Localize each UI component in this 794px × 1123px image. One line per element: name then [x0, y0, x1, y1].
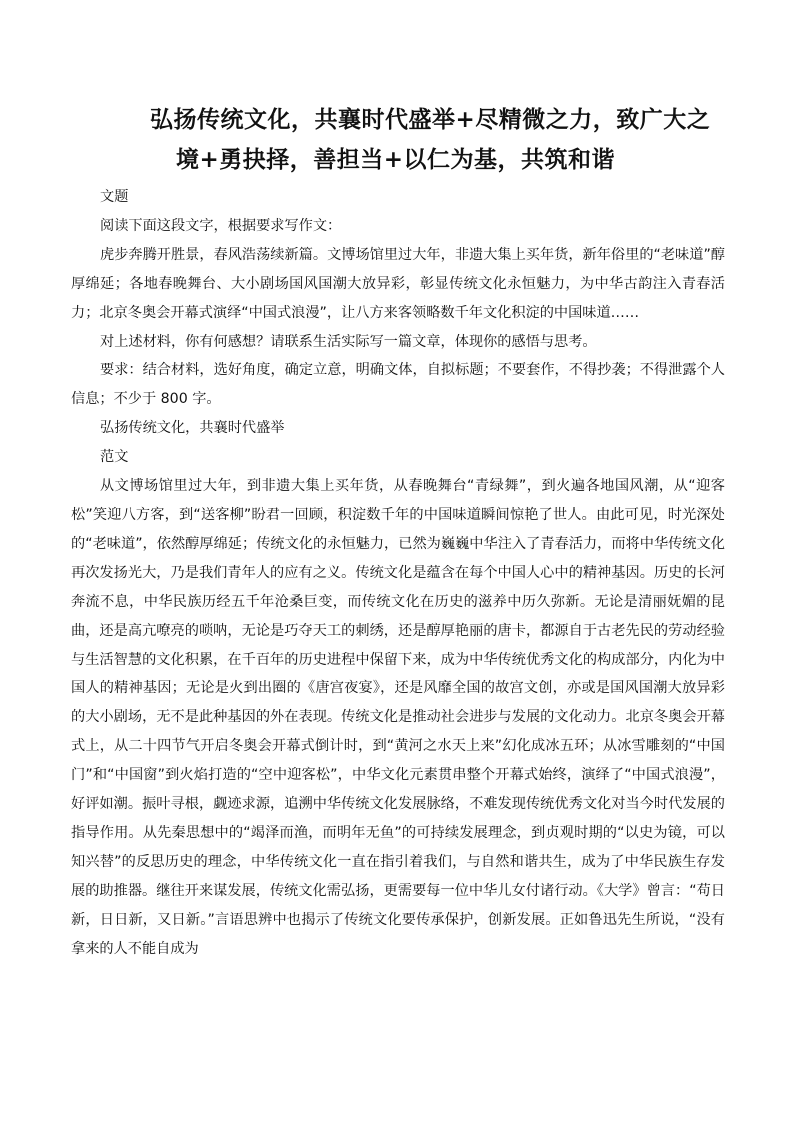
instruction-paragraph: 阅读下面这段文字，根据要求写作文：	[100, 217, 342, 234]
title-line-2: 境+勇抉择，善担当+以仁为基，共筑和谐	[176, 146, 616, 173]
document-body	[71, 183, 725, 963]
material-paragraph: 虎步奔腾开胜景，春风浩荡续新篇。文博场馆里过大年，非遗大集上买年货，新年俗里的“老味道”醇厚绵延；各地春晚舞台、大小剧场国风国潮大放异彩，彰显传统文化永恒魅力，为中华古韵注入青春活力；北京冬奥会开幕式演绎“中国式浪漫”，让八方来客领略数千年文化积淀的中国味道……	[71, 246, 725, 321]
sample-label: 范文	[100, 449, 129, 466]
requirements-paragraph: 要求：结合材料，选好角度，确定立意，明确文体，自拟标题；不要套作，不得抄袭；不得泄露个人信息；不少于 800 字。	[71, 362, 725, 408]
prompt-paragraph: 对上述材料，你有何感想？请联系生活实际写一篇文章，体现你的感悟与思考。	[100, 333, 597, 350]
question-label: 文题	[100, 189, 129, 205]
document-title	[150, 100, 750, 180]
essay-title: 弘扬传统文化，共襄时代盛举	[100, 420, 285, 437]
essay-body-paragraph: 从文博场馆里过大年，到非遗大集上买年货，从春晚舞台“青绿舞”，到火遍各地国风潮，从“迎客松”笑迎八方客，到“送客柳”盼君一回顾，积淀数千年的中国味道瞬间惊艳了世人。由此可见，时光深处的“老味道”，依然醇厚绵延；传统文化的永恒魅力，已然为巍巍中华注入了青春活力，而将中华传统文化再次发扬光大，乃是我们青年人的应有之义。传统文化是蕴含在每个中国人心中的精神基因。历史的长河奔流不息，中华民族历经五千年沧桑巨变，而传统文化在历史的滋养中历久弥新。无论是清丽妩媚的昆曲，还是高亢嘹亮的唢呐，无论是巧夺天工的刺绣，还是醇厚艳丽的唐卡，都源自于古老先民的劳动经验与生活智慧的文化积累，在千百年的历史进程中保留下来，成为中华传统优秀文化的构成部分，内化为中国人的精神基因；无论是火到出圈的《唐宫夜宴》，还是风靡全国的故宫文创，亦或是国风国潮大放异彩的大小剧场，无不是此种基因的外在表现。传统文化是推动社会进步与发展的文化动力。北京冬奥会开幕式上，从二十四节气开启冬奥会开幕式倒计时，到“黄河之水天上来”幻化成冰五环；从冰雪雕刻的“中国门”和“中国窗”到火焰打造的“空中迎客松”，中华文化元素贯串整个开幕式始终，演绎了“中国式浪漫”，好评如潮。振叶寻根，觑迹求源，追溯中华传统文化发展脉络，不难发现传统优秀文化对当今时代发展的指导作用。从先秦思想中的“竭泽而渔，而明年无鱼”的可持续发展理念，到贞观时期的“以史为镜，可以知兴替”的反思历史的理念，中华传统文化一直在指引着我们，与自然和谐共生，成为了中华民族生存发展的助推器。继往开来谋发展，传统文化需弘扬，更需要每一位中华儿女付诸行动。《大学》曾言：“苟日新，日日新，又日新。”言语思辨中也揭示了传统文化要传承保护，创新发展。正如鲁迅先生所说，“没有拿来的人不能自成为	[71, 478, 725, 957]
title-line-1: 弘扬传统文化，共襄时代盛举+尽精微之力，致广大之	[150, 106, 711, 133]
